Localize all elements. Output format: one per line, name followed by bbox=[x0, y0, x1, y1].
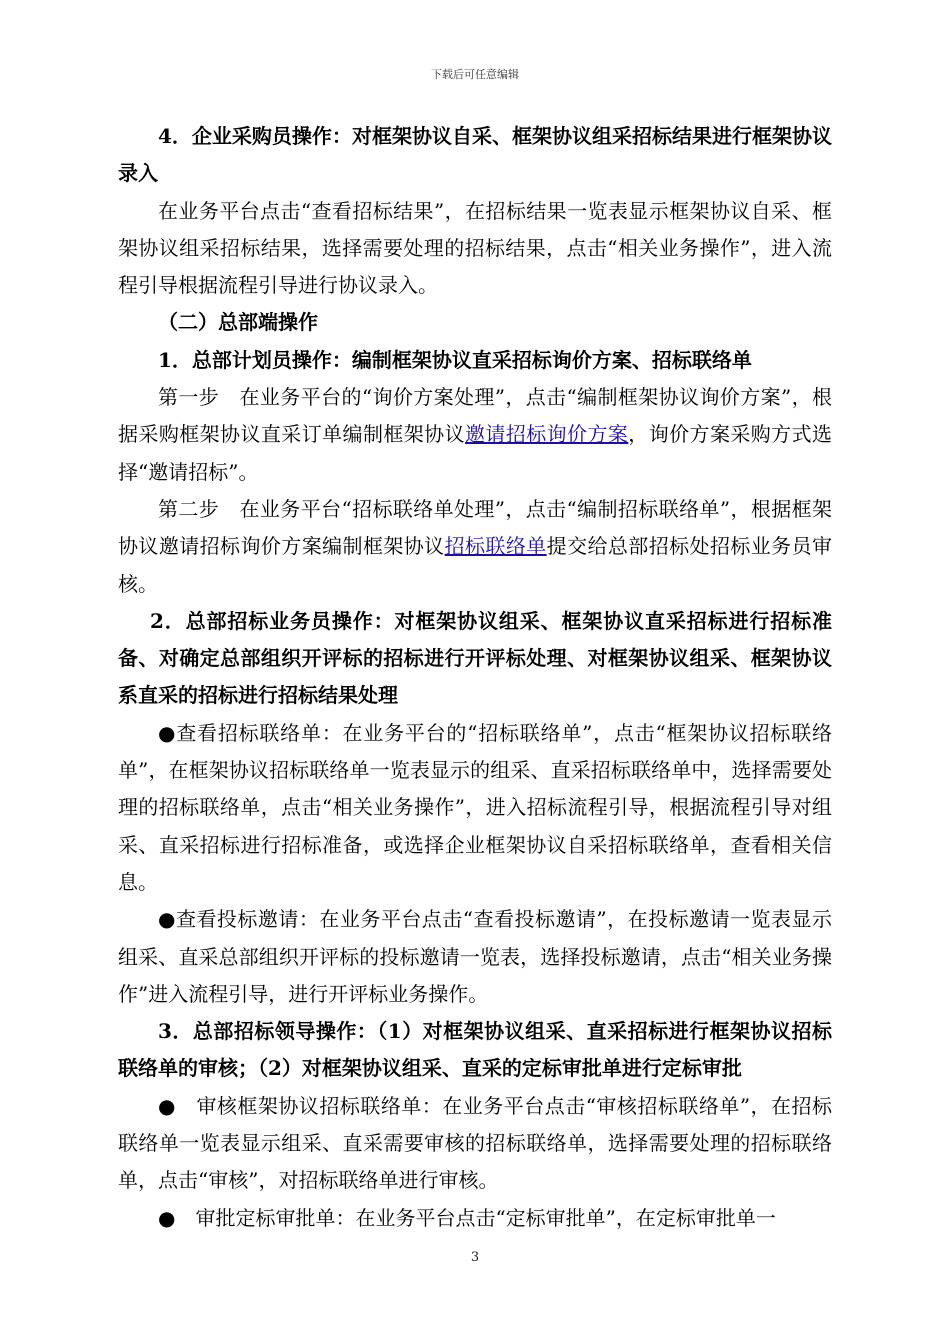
paragraph-step-two bbox=[118, 491, 832, 603]
section-heading-headquarters: （二）总部端操作 bbox=[158, 310, 318, 335]
step-one-text: 第一步 在业务平台的“询价方案处理”，点击“编制框架协议询价方案”，根据采购框架协议直采订单编制框架协议 bbox=[118, 385, 832, 447]
bullet-view-liaison bbox=[118, 715, 832, 901]
section-heading-3: 3．总部招标领导操作：（1）对框架协议组采、直采招标进行框架协议招标联络单的审核；（2）对框架协议组采、直采的定标审批单进行定标审批 bbox=[118, 1019, 832, 1081]
page-number: 3 bbox=[470, 1250, 480, 1265]
paragraph-view-results: 在业务平台点击“查看招标结果”，在招标结果一览表显示框架协议自采、框架协议组采招标结果，选择需要处理的招标结果，点击“相关业务操作”，进入流程引导根据流程引导进行协议录入。 bbox=[118, 198, 832, 298]
paragraph-step-one bbox=[118, 379, 832, 491]
bullet-view-liaison-text: 查看招标联络单：在业务平台的“招标联络单”，点击“框架协议招标联络单”，在框架协议招标联络单一览表显示的组采、直采招标联络单中，选择需要处理的招标联络单，点击“相关业务操作”，进入招标流程引导，根据流程引导对组采、直采招标进行招标准备，或选择企业框架协议自采招标联络单，查看相关信息。 bbox=[118, 720, 832, 894]
bullet-approve-award-text: 审批定标审批单：在业务平台点击“定标审批单”，在定标审批单一 bbox=[175, 1205, 776, 1230]
document-body bbox=[118, 118, 832, 1237]
section-heading-4: 4．企业采购员操作：对框架协议自采、框架协议组采招标结果进行框架协议录入 bbox=[118, 124, 832, 186]
header-note: 下载后可任意编辑 bbox=[431, 68, 519, 81]
bullet-review-liaison bbox=[118, 1088, 832, 1200]
bullet-icon: ● bbox=[158, 1205, 176, 1230]
liaison-form-link[interactable]: 招标联络单 bbox=[444, 534, 547, 559]
inquiry-plan-link[interactable]: 邀请招标询价方案 bbox=[465, 422, 629, 447]
bullet-review-liaison-text: 审核框架协议招标联络单：在业务平台点击“审核招标联络单”，在招标联络单一览表显示组采、直采需要审核的招标联络单，选择需要处理的招标联络单，点击“审核”，对招标联络单进行审核。 bbox=[118, 1093, 833, 1193]
section-heading-2: 2．总部招标业务员操作：对框架协议组采、框架协议直采招标进行招标准备、对确定总部组织开评标的招标进行开评标处理、对框架协议组采、框架协议系直采的招标进行招标结果处理 bbox=[118, 608, 832, 708]
bullet-icon: ● bbox=[158, 720, 177, 745]
bullet-view-invitation-text: 查看投标邀请：在业务平台点击“查看投标邀请”，在投标邀请一览表显示组采、直采总部组织开评标的投标邀请一览表，选择投标邀请，点击“相关业务操作”进入流程引导，进行开评标业务操作。 bbox=[118, 907, 833, 1006]
step-two-text: 第二步 在业务平台“招标联络单处理”，点击“编制招标联络单”，根据框架协议邀请招标询价方案编制框架协议 bbox=[118, 496, 832, 559]
step-two-text-end: 提交给总部招标处招标业务员审核。 bbox=[118, 534, 833, 596]
bullet-view-invitation bbox=[118, 901, 832, 1013]
section-heading-1: 1．总部计划员操作：编制框架协议直采招标询价方案、招标联络单 bbox=[158, 347, 752, 372]
bullet-icon: ● bbox=[158, 1093, 176, 1118]
step-one-text-end: ，询价方案采购方式选择“邀请招标”。 bbox=[118, 422, 833, 484]
bullet-approve-award bbox=[118, 1200, 832, 1237]
bullet-icon: ● bbox=[158, 907, 176, 932]
